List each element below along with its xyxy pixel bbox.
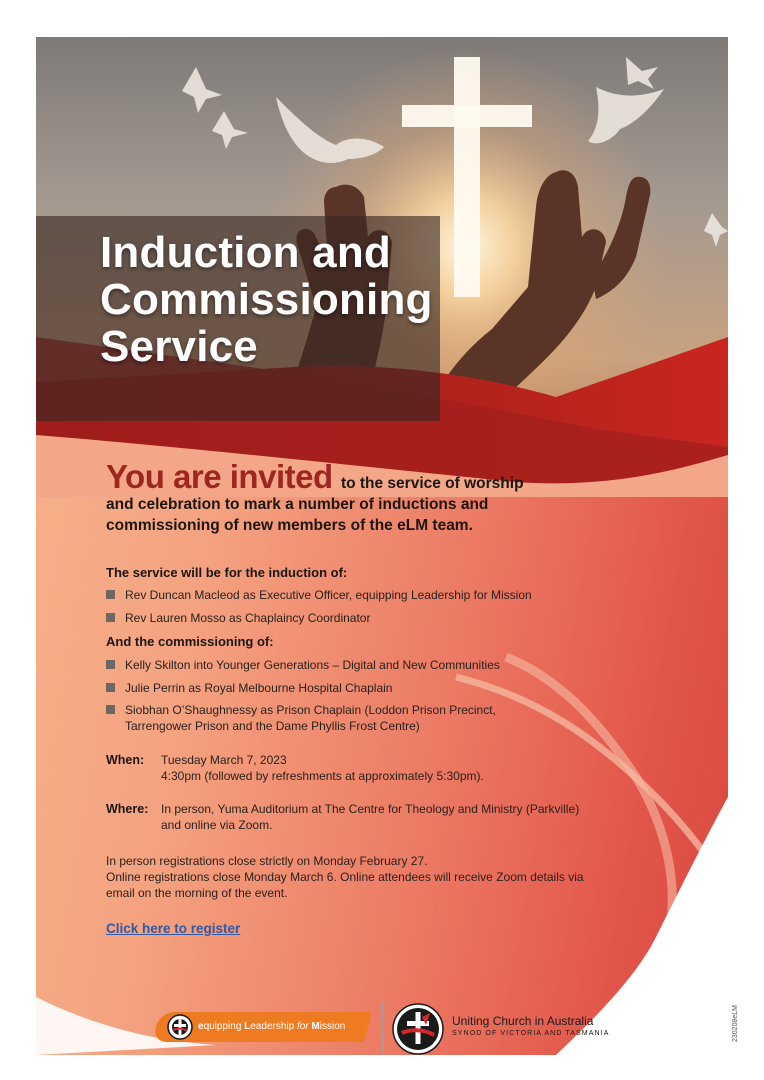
uniting-church-emblem-icon [392, 1003, 444, 1055]
footer-divider [382, 1002, 383, 1054]
invitation-rest: to the service of worship and celebration to mark a number of inductions and commissioning of new members of the eLM team. [106, 475, 524, 534]
commissioning-list [106, 657, 666, 741]
uniting-church-synod: SYNOD OF VICTORIA AND TASMANIA [452, 1030, 610, 1037]
list-item: Rev Lauren Mosso as Chaplaincy Coordinator [106, 610, 666, 626]
title-line-2: Commissioning [100, 275, 433, 324]
bullet-square-icon [106, 660, 115, 669]
where-label: Where: [106, 802, 149, 816]
bullet-square-icon [106, 705, 115, 714]
list-item: Rev Duncan Macleod as Executive Officer, equipping Leadership for Mission [106, 587, 666, 603]
title-line-3: Service [100, 322, 258, 371]
registration-note: In person registrations close strictly on Monday February 27. Online registrations close Monday March 6. Online attendees will receive Zoom details via email on the morning of the event. [106, 854, 584, 900]
title-line-1: Induction and [100, 228, 392, 277]
flyer [36, 37, 728, 1055]
invitation-lead: You are invited [106, 458, 333, 495]
bullet-square-icon [106, 590, 115, 599]
bullet-square-icon [106, 683, 115, 692]
elm-logo-text: equipping Leadership for Mission [198, 1021, 346, 1032]
where-value: In person, Yuma Auditorium at The Centre for Theology and Ministry (Parkville) and online via Zoom. [161, 802, 580, 832]
document-code: 230208eLM [732, 1005, 739, 1042]
uniting-church-name: Uniting Church in Australia [452, 1014, 594, 1028]
list-item: Julie Perrin as Royal Melbourne Hospital Chaplain [106, 680, 666, 696]
invitation-text [106, 458, 546, 536]
bullet-square-icon [106, 613, 115, 622]
when-value: Tuesday March 7, 2023 4:30pm (followed by refreshments at approximately 5:30pm). [161, 753, 484, 783]
elm-emblem-icon [167, 1014, 193, 1040]
list-item: Siobhan O’Shaughnessy as Prison Chaplain (Loddon Prison Precinct, Tarrengower Prison and the Dame Phyllis Frost Centre) [106, 702, 525, 734]
register-link[interactable]: Click here to register [106, 921, 241, 936]
list-item: Kelly Skilton into Younger Generations – Digital and New Communities [106, 657, 666, 673]
induction-list [106, 587, 666, 632]
induction-heading: The service will be for the induction of: [106, 565, 348, 580]
commissioning-heading: And the commissioning of: [106, 634, 274, 649]
decorative-swoosh [36, 37, 728, 1055]
when-label: When: [106, 753, 145, 767]
